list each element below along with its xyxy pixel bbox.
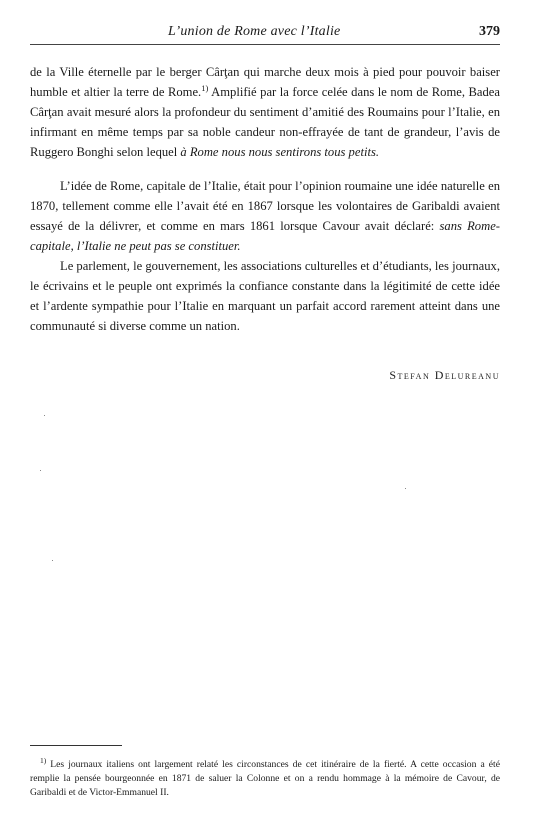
paragraph-1 [30, 62, 500, 162]
main-text [30, 62, 500, 336]
page-number: 379 [479, 24, 500, 39]
bonghi-quote: à Rome nous nous sentirons tous petits. [180, 145, 379, 159]
paragraph-3: Le parlement, le gouvernement, les associations culturelles et d’étudiants, les journaux, le écrivains et le peuple ont exprimés la confiance constante dans la légitimité de cette idée et l’ardente sympathie pour l’Italie en marquant un parfait accord rarement atteint dans une communauté si diverse comme un nation. [30, 259, 500, 333]
footnote-text: Les journaux italiens ont largement relaté les circonstances de cet itinéraire de la fierté. A cette occasion a été remplie la pensée bourgeonnée en 1871 de saluer la Colonne et on a rendu hommage à la mémoire de Cavour, de Garibaldi et de Victor-Emmanuel II. [30, 759, 500, 798]
scan-speck [40, 470, 41, 471]
cavour-quote: sans Rome-capitale, l’Italie ne peut pas se constituer. [30, 219, 500, 253]
scan-speck [405, 488, 406, 489]
running-header [30, 24, 500, 45]
footnote-number: 1) [40, 755, 47, 765]
running-title: L’union de Rome avec l’Italie [168, 24, 341, 39]
paragraph-1-text-continued: Amplifié par la force celée dans le nom de Rome, Badea Cârţan avait mesuré alors la profondeur du sentiment d’amitié des Roumains pour l’Italie, en infirmant en même temps par sa noble candeur non-effrayée de tant de grandeur, l’avis de Ruggero Bonghi selon lequel [30, 85, 500, 159]
paragraph-2-text: L’idée de Rome, capitale de l’Italie, était pour l’opinion roumaine une idée naturelle en 1870, tellement comme elle l’avait été en 1867 lorsque les volontaires de Garibaldi avaient essayé de la délivrer, et comme en mars 1861 lorsque Cavour avait déclaré: [30, 179, 500, 233]
scan-speck [44, 415, 45, 416]
paragraph-1-text: de la Ville éternelle par le berger Cârţan qui marche deux mois à pied pour pouvoir baiser humble et altier la terre de Rome. [30, 65, 500, 99]
footnote-marker: 1) [201, 82, 209, 93]
paragraph-2 [30, 176, 500, 256]
author-signature: Stefan Delureanu [389, 368, 500, 382]
footnote-separator [30, 745, 122, 746]
scan-speck [52, 560, 53, 561]
footnote-1 [30, 755, 500, 800]
footnotes [30, 755, 500, 800]
